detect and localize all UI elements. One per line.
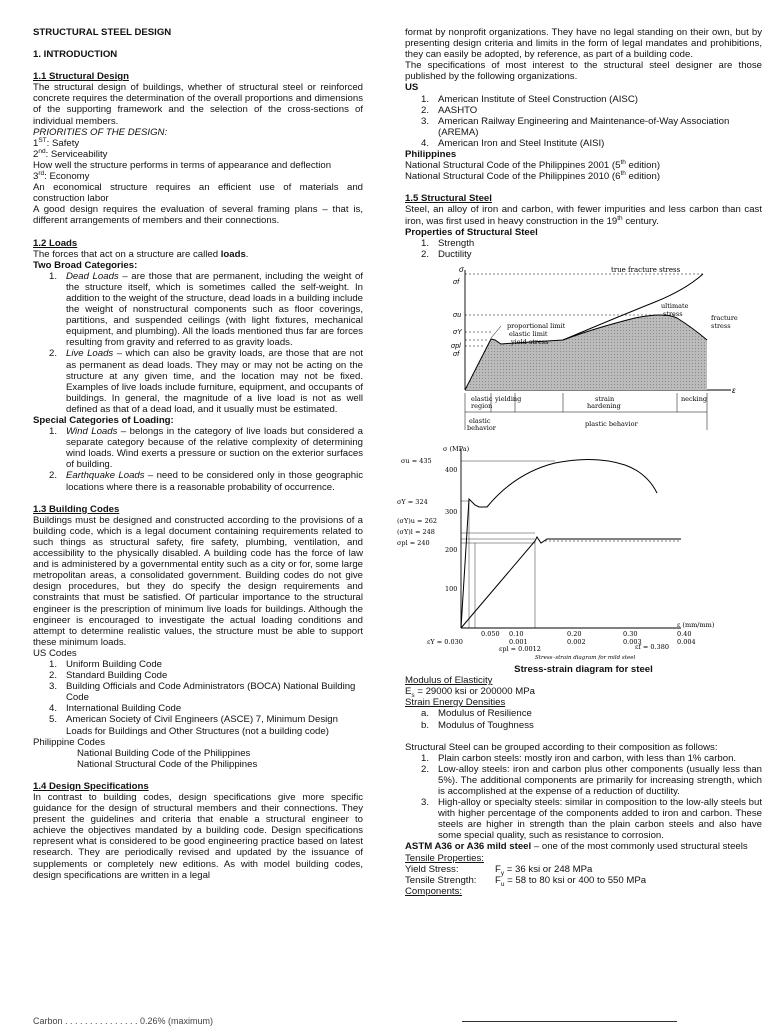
fig2-y-axis: σ (MPa) [443,444,470,453]
section-1-3-heading: 1.3 Building Codes [33,503,120,515]
specifications-intro: The specifications of most interest to the structural steel designer are those published by the following organizations. [405,60,762,83]
tensile-strength-row: Tensile Strength: $F_u = 58$ to 80 ksi or 400 to 550 MPa [405,874,647,888]
section-1-5-heading: 1.5 Structural Steel [405,193,492,205]
fig2-epsilon-y: εY = 0.030 [427,637,463,646]
nscp-2010: National Structural Code of the Philippines 2010 (6th edition) [405,170,661,183]
nscp-2001: National Structural Code of the Philippines 2001 (5th edition) [405,158,661,172]
fig1-elastic-region: elastic [471,394,493,403]
list-item: 2. Standard Building Code [48,670,168,682]
list-item: 2. Ductility [420,248,472,260]
fig1-x-label: ε [732,385,736,395]
fig1-sigma-pl: σpl [451,342,461,350]
fig2-xtick-0-10: 0.10 [509,629,524,638]
specifications-continuation: format by nonprofit organizations. They have no legal standing on their own, but by presenting design criteria and limits in the form of legal mandates and prohibitions, they can easily be adopted, by reference, as part of a building code. [405,27,762,61]
framing-plans-paragraph: A good design requires the evaluation of several framing plans – that is, different arrangements of members and their connections. [33,204,363,227]
fig1-fracture: fracture [711,313,738,322]
economy-desc: An economical structure requires an efficient use of materials and construction labor [33,182,363,205]
list-item: 1. Uniform Building Code [48,658,162,670]
astm-a36-paragraph: ASTM A36 or A36 mild steel – one of the most commonly used structural steels [405,841,748,853]
fig2-xtick-0-30: 0.30 [623,629,638,638]
fig2-ylabel-su: σu = 435 [401,456,432,465]
list-item: 2. Low-alloy steels: iron and carbon plus other components (usually less than 5%). The additional components are primarily for increasing strength, which is accomplished at the expense of a reduction of ductility. [420,763,762,797]
fig1-elastic-region-2: region [471,401,493,410]
list-item: b. Modulus of Toughness [420,719,534,731]
fig1-elastic-limit: elastic limit [509,329,548,338]
building-codes-paragraph: Buildings must be designed and constructed according to the provisions of a building code, which is a legal document containing requirements related to such things as structural safety, fire safety, plumbing, ventilation, and accessibility to the physically disabled. A building code has the force of law and is administered by a governmental entity such as a city or for, some large metropolitan areas, a consolidated government. Building codes do not give design procedures, but they do specify the design requirements and constraints that must be satisfied. Of particular importance to the structural engineer is the prescription of minimum live loads for buildings. Although the engineer is encouraged to investigate the actual loading conditions and attempt to determine realistic values, the structure must be able to support these minimum loads. [33,514,363,648]
structural-design-paragraph: The structural design of buildings, whether of structural steel or reinforced concrete requires the determination of the overall proportions and dimensions of the supporting framework and the selection of the cross-sections of individual members. [33,82,363,127]
list-item: 1. Plain carbon steels: mostly iron and carbon, with less than 1% carbon. [420,752,737,764]
list-item: 3. American Railway Engineering and Maintenance-of-Way Association (AREMA) [420,115,730,138]
section-1-2-heading: 1.2 Loads [33,237,78,249]
fig2-ylabel-syu: (σY)u = 262 [397,516,437,525]
footer-cut-text: Carbon . . . . . . . . . . . . . . . 0.26% (maximum) [33,1016,214,1026]
fig1-proportional-limit: proportional limit [507,321,566,330]
list-item: 2. AASHTO [420,104,478,116]
list-item: National Structural Code of the Philippines [77,758,258,770]
modulus-of-elasticity-label: Modulus of Elasticity [405,675,493,687]
mild-steel-stress-strain-diagram [395,443,715,661]
fig2-epsilon-f: εf = 0.380 [635,642,669,651]
list-item: 1. Strength [420,237,475,249]
fig1-sigma-f: σf [453,278,460,286]
fig2-xtick-0-050: 0.050 [481,629,500,638]
grouping-intro: Structural Steel can be grouped according to their composition as follows: [405,741,718,753]
fig2-ylabel-sy: σY = 324 [397,497,428,506]
fig1-true-fracture: true fracture stress [611,265,681,274]
tensile-properties-label: Tensile Properties: [405,852,484,864]
list-item: 1. American Institute of Steel Construction (AISC) [420,93,638,105]
section-1-1-heading: 1.1 Structural Design [33,71,129,83]
philippines-heading: Philippines [405,149,457,161]
modulus-value: $E_s = 29000$ ksi or 200000 MPa [405,686,535,700]
strain-energy-label: Strain Energy Densities [405,697,506,709]
fig1-sigma-u: σu [453,311,462,319]
fig2-xtick-0-004: 0.004 [677,637,696,646]
fig2-upper-curve [461,459,657,628]
fig2-ylabel-syl: (σY)l = 248 [397,527,435,536]
fig1-ultimate: ultimate [661,301,689,310]
us-organizations-list [405,94,762,149]
footer-cut-table [462,1021,677,1032]
list-item-wind-loads: 1. Wind Loads – belongs in the category of live loads but considered a separate category because of the relative complexity of determining wind loads. Wind exerts a pressure or suction on the exterior surfaces of building. [48,426,363,471]
section-introduction-heading: 1. INTRODUCTION [33,49,118,61]
properties-heading: Properties of Structural Steel [405,226,538,238]
fig1-ultimate-stress: stress [663,309,683,318]
section-1-4-heading: 1.4 Design Specifications [33,780,149,792]
yield-stress-row: Yield Stress: $F_y = 36$ ksi or 248 MPa [405,863,593,877]
fig2-ylabel-spl: σpl = 240 [397,538,430,547]
fig1-fracture-stress: stress [711,321,731,330]
fig1-shaded-area [465,315,707,390]
structural-steel-paragraph: Steel, an alloy of iron and carbon, with fewer impurities and less carbon than cast iron, was first used in heavy construction in the 19th century. [405,204,762,227]
fig2-ylabel-200: 200 [445,545,458,554]
loads-intro: The forces that act on a structure are called loads. [33,248,249,260]
fig2-lower-curve [461,537,681,628]
fig1-hardening: hardening [587,401,621,410]
components-label: Components: [405,885,463,897]
fig2-xtick-0-003: 0.003 [623,637,642,646]
fig1-strain: strain [595,394,615,403]
figure-caption: Stress-strain diagram for steel [514,664,653,676]
fig2-small-caption: Stress–strain diagram for mild steel [535,654,636,661]
list-item: a. Modulus of Resilience [420,708,532,720]
list-item: 4. American Iron and Steel Institute (AISI) [420,137,605,149]
serviceability-desc: How well the structure performs in terms of appearance and deflection [33,159,332,171]
priority-economy: 3rd: Economy [33,169,90,183]
fig2-xtick-0-002: 0.002 [567,637,586,646]
fig2-epsilon-pl: εpl = 0.0012 [499,644,541,653]
fig2-ylabel-100: 100 [445,584,458,593]
document-title: STRUCTURAL STEEL DESIGN [33,27,172,38]
steel-groups-list [405,753,762,842]
us-codes-label: US Codes [33,647,77,659]
list-item-earthquake-loads: 2. Earthquake Loads – need to be considered only in those geographic locations where there is a reasonable probability of occurrence. [48,470,364,493]
broad-categories-heading: Two Broad Categories: [33,259,138,271]
priority-safety: 1ST: Safety [33,136,80,149]
list-item: 3. High-alloy or specialty steels: similar in composition to the low-ally steels but with higher percentage of the components added to iron and carbon. These steels are higher in strength than the plain carbon steels and also have some special quality, such as resistance to corrosion. [420,797,762,842]
us-heading: US [405,82,419,94]
fig2-x-axis: ε (mm/mm) [677,620,715,629]
priority-serviceability: 2nd: Serviceability [33,147,108,160]
fig1-necking: necking [681,394,708,403]
us-codes-list [33,659,363,737]
fig1-sigma-f2: σf [453,350,460,358]
properties-list [405,238,762,260]
fig2-ylabel-400: 400 [445,465,458,474]
fig2-xtick-0-40: 0.40 [677,629,692,638]
fig1-elastic-behavior: elastic [469,416,491,425]
fig2-ylabel-300: 300 [445,507,458,516]
right-column [397,27,762,897]
list-item: 5. American Society of Civil Engineers (ASCE) 7, Minimum Design Loads for Buildings and Other Structures (not a building code) [48,714,338,737]
fig2-xtick-0-20: 0.20 [567,629,582,638]
list-item: 4. International Building Code [48,703,182,715]
fig1-sigma-y: σY [453,328,462,336]
fig1-y-label: σ [459,264,464,274]
fig1-elastic-behavior-2: behavior [467,423,496,432]
priorities-heading: PRIORITIES OF THE DESIGN: [33,126,168,138]
list-item: 3. Building Officials and Code Administrators (BOCA) National Building Code [48,681,356,704]
special-categories-heading: Special Categories of Loading: [33,415,174,426]
list-item-dead-loads: 1. Dead Loads – are those that are permanent, including the weight of the structure itself, which is sometimes called the self-weight. In addition to the weight of the structure, dead loads in a building include the weight of nonstructural components such as floor coverings, partitions, and suspended ceilings (with light fixtures, mechanical equipment, and plumbing). All the loads mentioned thus far are forces resulting from gravity and referred to as gravity loads. [48,270,363,349]
fig1-yielding: yielding [495,394,522,403]
fig2-xtick-0-001: 0.001 [509,637,528,646]
design-specifications-paragraph: In contrast to building codes, design specifications give more specific guidance for the design of structural members and their connections. They present the guidelines and criteria that enable a structural engineer to achieve the objectives mandated by a building code. Design specifications represent what is considered to be good engineering practice based on latest research. They are periodically revised and updated by the issuance of supplements or completely new editions. As with model building codes, design specifications are written in a legal [33,792,363,881]
strain-energy-list [405,708,762,730]
stress-strain-regions-diagram [445,260,745,440]
left-column [33,27,363,881]
philippine-codes-label: Philippine Codes [33,736,105,748]
fig1-plastic-behavior: plastic behavior [585,419,638,428]
list-item: National Building Code of the Philippines [77,747,251,759]
fig1-yield-stress: yield stress [511,337,549,346]
philippine-codes-list [33,748,363,770]
list-item-live-loads: 2. Live Loads – which can also be gravity loads, are those that are not as permanent as dead loads. They may or may not be acting on the structure at any given time, and the location may not be fixed. Examples of live loads include furniture, equipment, and occupants of buildings. In general, the magnitude of a live load is not as well defined as that of a dead load, and it usually must be estimated. [48,348,364,415]
